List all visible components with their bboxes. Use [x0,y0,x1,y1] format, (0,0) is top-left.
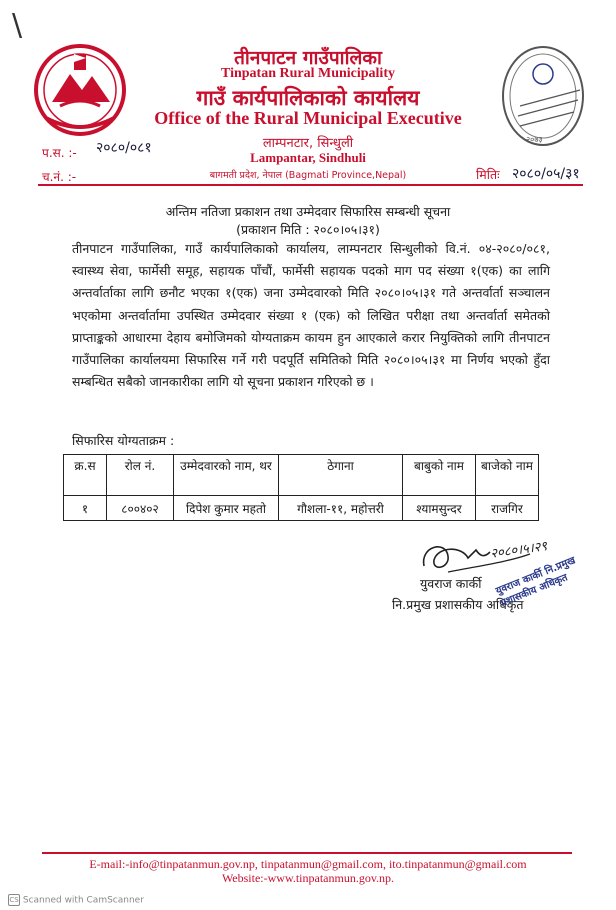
place-english: Lampantar, Sindhuli [250,150,366,165]
cell-roll: ८००४०२ [107,496,174,521]
svg-text:२०७३: २०७३ [526,135,543,144]
col-father: बाबुको नाम [403,455,476,496]
recommendation-table [63,454,539,521]
signatory-title: नि.प्रमुख प्रशासकीय अधिकृत [392,597,524,612]
municipality-name-english: Tinpatan Rural Municipality [220,66,395,81]
contact-email: E-mail:-info@tinpatanmun.gov.np, tinpatanmun@gmail.com, ito.tinpatanmun@gmail.com [89,857,527,871]
contact-website: Website:-www.tinpatanmun.gov.np. [221,871,395,885]
notice-title: अन्तिम नतिजा प्रकाशन तथा उम्मेदवार सिफारिस सम्बन्धी सूचना [165,204,451,219]
col-address: ठेगाना [279,455,403,496]
footer-divider [42,852,572,854]
dispatch-number-label: च.नं. :- [42,170,77,184]
office-name-nepali: गाउँ कार्यपालिकाको कार्यालय [196,86,420,110]
fiscal-year-value: २०८०/०८१ [96,140,152,156]
notice-body: तीनपाटन गाउँपालिका, गाउँ कार्यपालिकाको कार्यालय, लाम्पनटार सिन्धुलीको वि.नं. ०४-२०८०/०८१, स्वास्थ्य सेवा, फार्मेसी समूह, सहायक पाँचौं, फार्मेसी सहायक पदको माग पद संख्या १(एक) का लागि अन्तर्वार्ताका लागि छनौट भएका १(एक) जना उम्मेदवारको मिति २०८०।०५।३१ गते अन्तर्वार्ता सञ्चालन भएकोमा अन्तर्वार्तामा उपस्थित उम्मेदवार संख्या १ (एक) को लिखित परीक्षा तथा अन्तर्वार्ता समेतको प्राप्ताङ्कको आधारमा देहाय बमोजिमको योग्यताक्रम कायम हुन आएकाले करार नियुक्तिको लागि तीनपाटन गाउँपालिका कार्यालयमा सिफारिस गर्ने गरी पदपूर्ति समितिको मिति २०८०।०५।३१ मा निर्णय भएको हुँदा सम्बन्धित सबैको जानकारीका लागि यो सूचना प्रकाशन गरिएको छ । [72,241,550,390]
municipal-seal-icon [500,44,586,148]
table-row [64,496,539,521]
table-header-row [64,455,539,496]
date-label: मितिः [476,167,500,182]
notice-publication-date: (प्रकाशन मिति : २०८०।०५।३१) [236,222,380,237]
signatory-stamp: युवराज कार्की नि.प्रमुख प्रशासकीय अधिकृत [494,555,578,610]
cell-grandfather: राजगिर [476,496,539,521]
recommendation-label: सिफारिस योग्यताक्रम : [72,433,175,448]
cell-serial: १ [64,496,107,521]
cell-father: श्यामसुन्दर [403,496,476,521]
cell-name: दिपेश कुमार महतो [174,496,279,521]
col-roll: रोल नं. [107,455,174,496]
scanner-watermark [8,894,144,906]
signatory-name: युवराज कार्की [420,576,482,591]
signature-date: २०८०।५।२९ [489,539,549,562]
col-serial: क्र.स [64,455,107,496]
corner-mark: \ [12,8,23,43]
office-name-english: Office of the Rural Municipal Executive [154,108,462,128]
camscanner-icon: CS [9,896,19,904]
place-nepali: लाम्पनटार, सिन्धुली [262,136,354,151]
col-name: उम्मेदवारको नाम, थर [174,455,279,496]
header-divider [38,184,583,186]
scanner-label: Scanned with CamScanner [22,895,144,906]
municipality-name-nepali: तीनपाटन गाउँपालिका [234,47,382,69]
date-value: २०८०/०५/३१ [512,166,580,182]
cell-address: गौशला-११, महोत्तरी [279,496,403,521]
col-grandfather: बाजेको नाम [476,455,539,496]
fiscal-year-label: प.स. :- [42,146,77,160]
province-line: बागमती प्रदेश, नेपाल (Bagmati Province,Nepal) [209,170,407,181]
